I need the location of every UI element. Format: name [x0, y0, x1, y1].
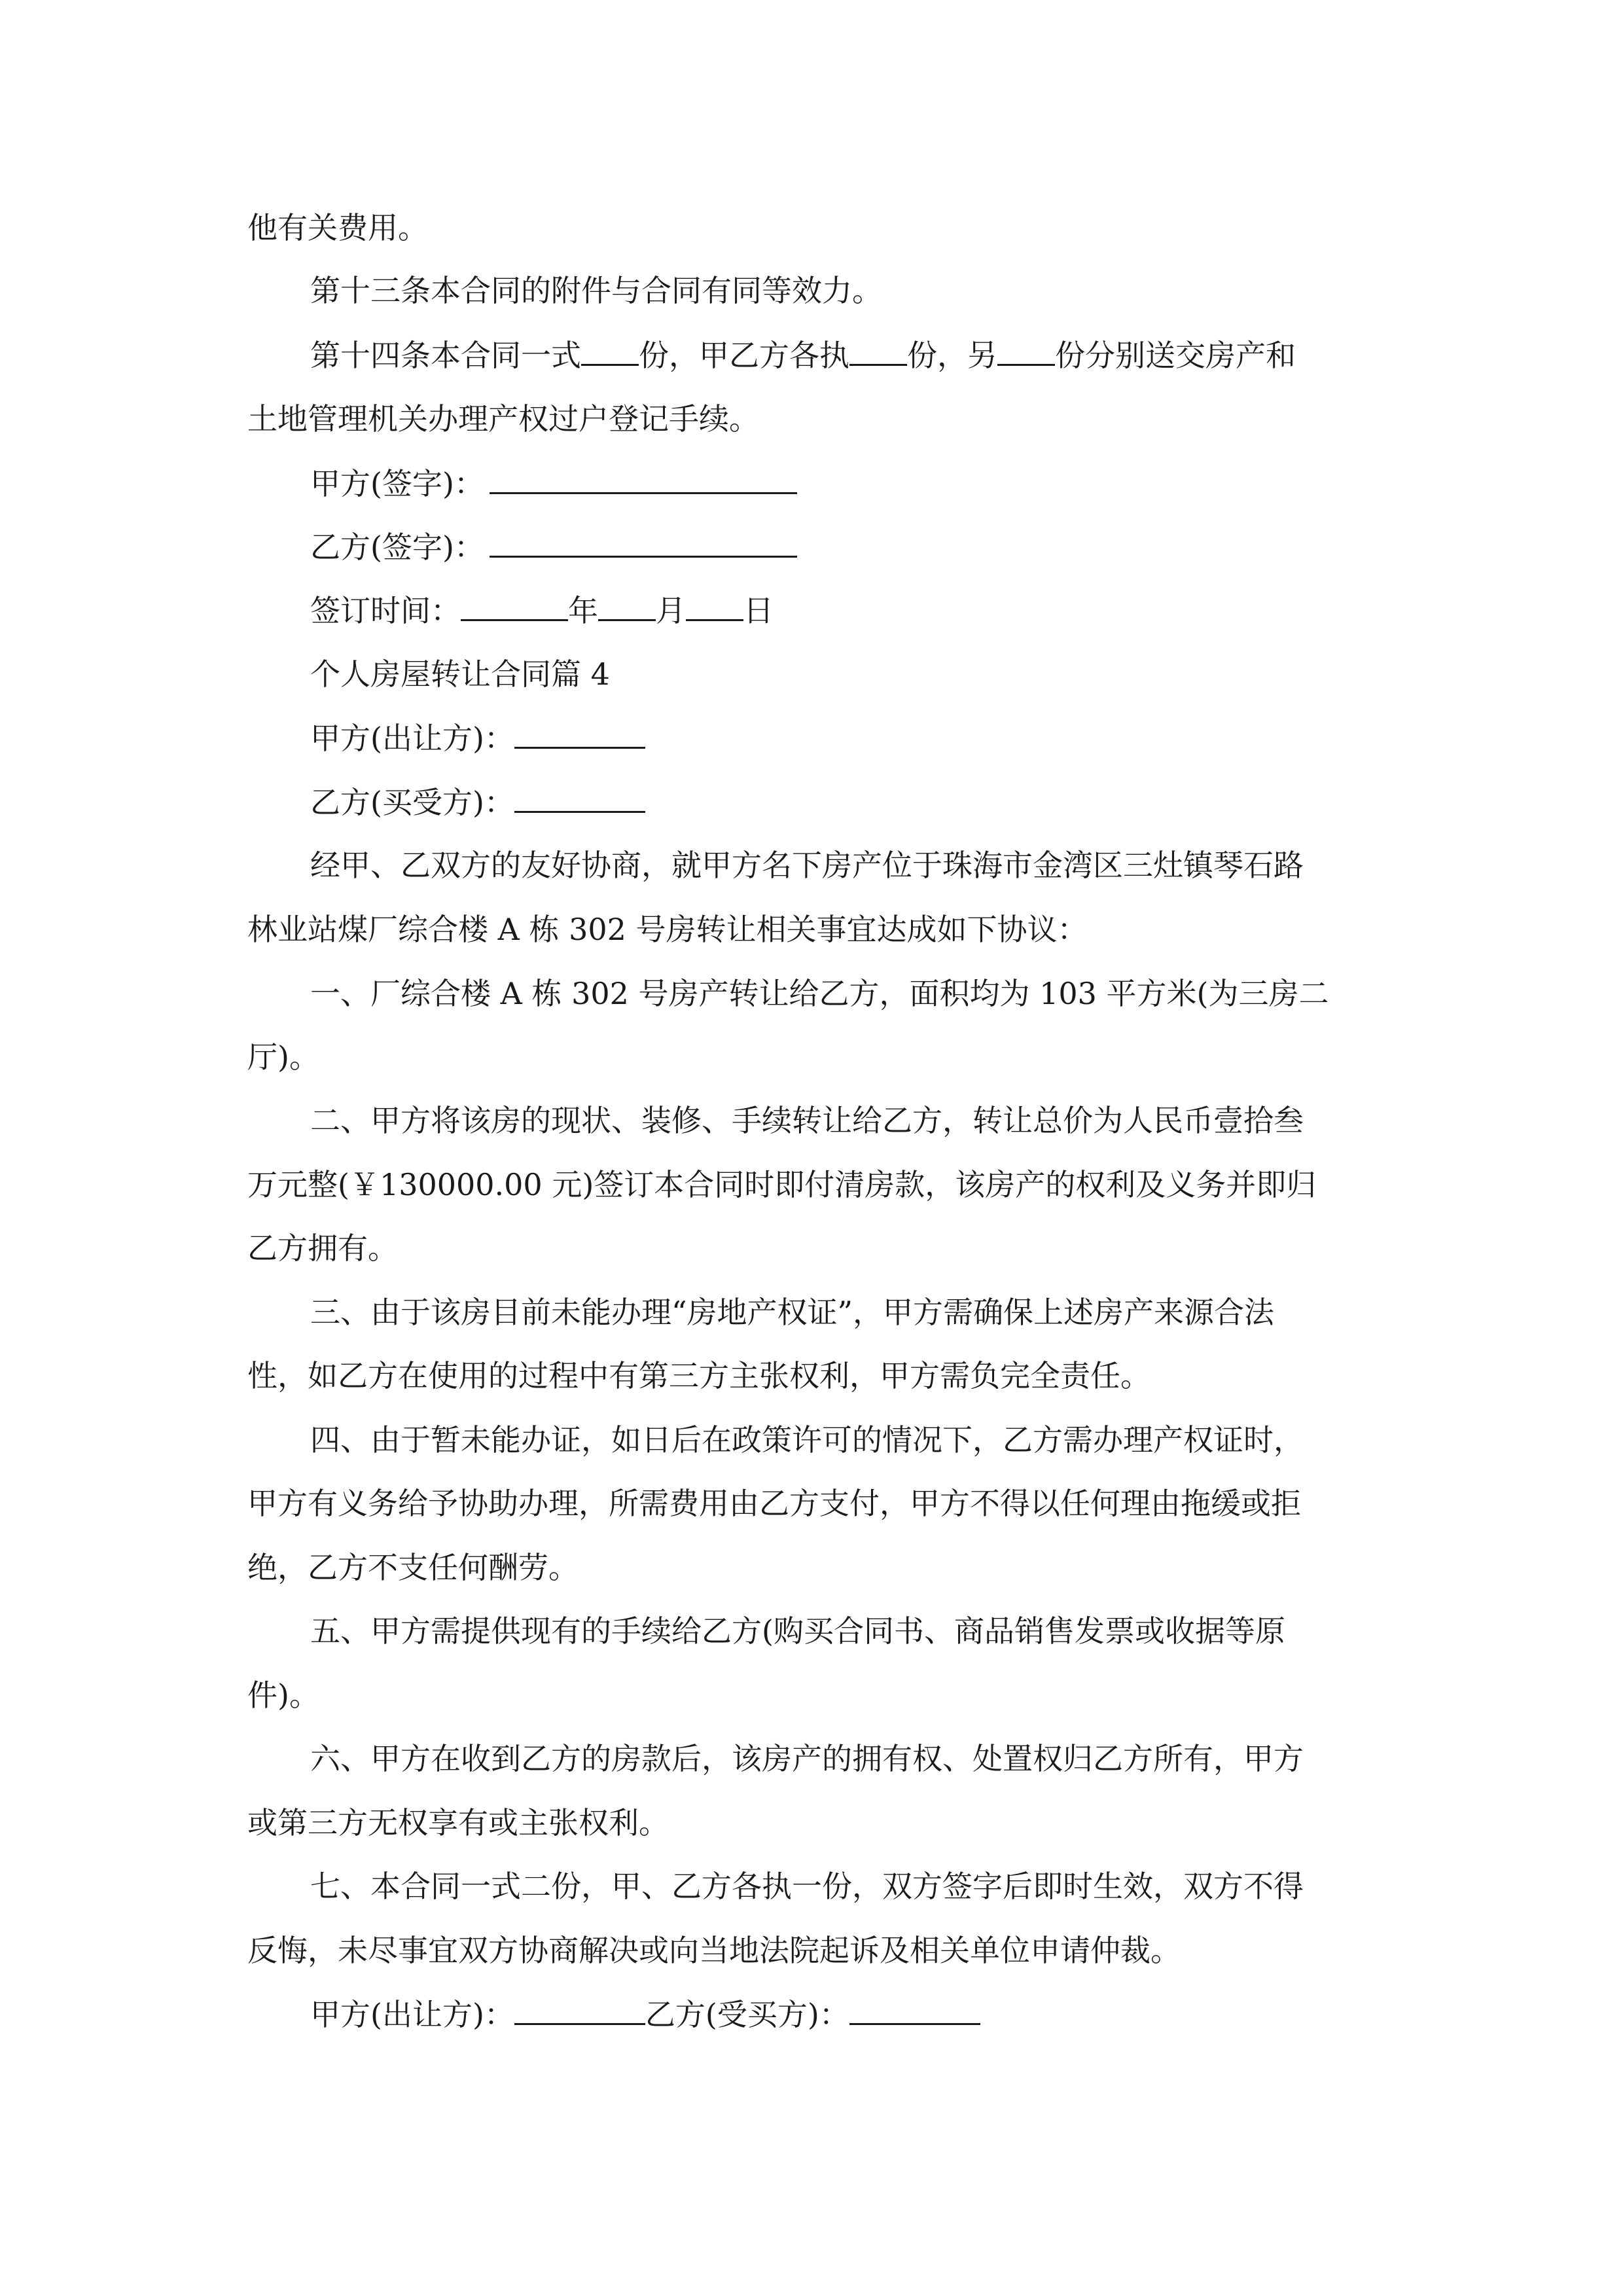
signing-date-row — [0, 590, 1623, 630]
text-line — [0, 1676, 1623, 1715]
line-text: 林业站煤厂综合楼 A 栋 302 号房转让相关事宜达成如下协议： — [247, 912, 1088, 947]
text-line — [0, 1356, 1623, 1395]
line-text: 五、甲方需提供现有的手续给乙方(购买合同书、商品销售发票或收据等原 — [310, 1613, 1285, 1649]
final-party-b-blank[interactable] — [849, 1994, 980, 2025]
line-text: 乙方拥有。 — [247, 1230, 398, 1266]
line-text: 甲方(出让方)： — [310, 721, 514, 756]
line-text: 甲方有义务给予协助办理，所需费用由乙方支付，甲方不得以任何理由拖缓或拒 — [247, 1486, 1301, 1521]
party-b-name-blank[interactable] — [514, 782, 645, 813]
clause-3 — [0, 1293, 1623, 1332]
line-text: 他有关费用。 — [247, 210, 428, 245]
line-text: 土地管理机关办理产权过户登记手续。 — [247, 401, 759, 437]
copies-total-blank[interactable] — [581, 335, 639, 366]
line-text: 三、由于该房目前未能办理“房地产权证”，甲方需确保上述房产来源合法 — [310, 1295, 1275, 1330]
text-line — [0, 1548, 1623, 1587]
clause-1 — [0, 974, 1623, 1013]
line-text: 六、甲方在收到乙方的房款后，该房产的拥有权、处置权归乙方所有，甲方 — [310, 1741, 1304, 1776]
text-line — [0, 1037, 1623, 1077]
text-line — [0, 910, 1623, 949]
line-text: 甲方(签字)： — [310, 466, 484, 501]
date-day-blank[interactable] — [686, 590, 743, 621]
final-signature-row — [0, 1994, 1623, 2034]
clause-5 — [0, 1611, 1623, 1651]
text-line — [0, 1803, 1623, 1842]
copies-other-blank[interactable] — [997, 335, 1055, 366]
line-text: 乙方(买受方)： — [310, 785, 514, 820]
line-text: 二、甲方将该房的现状、装修、手续转让给乙方，转让总价为人民币壹拾叁 — [310, 1103, 1304, 1138]
final-party-a-blank[interactable] — [514, 1994, 645, 2025]
line-text: 份分别送交房产和 — [1055, 338, 1296, 373]
line-text: 第十三条本合同的附件与合同有同等效力。 — [310, 273, 882, 308]
party-b-signature-row — [0, 527, 1623, 567]
text-line — [0, 1229, 1623, 1268]
text-line — [0, 208, 1623, 247]
line-text: 性，如乙方在使用的过程中有第三方主张权利，甲方需负完全责任。 — [247, 1358, 1150, 1393]
article-13 — [0, 271, 1623, 310]
line-text: 份，甲乙方各执 — [639, 338, 849, 373]
party-a-signature-blank[interactable] — [490, 463, 797, 494]
line-text: 乙方(签字)： — [310, 529, 484, 565]
section-title — [0, 655, 1623, 694]
line-text: 月 — [656, 593, 686, 628]
line-text: 份，另 — [907, 338, 997, 373]
line-text: 或第三方无权享有或主张权利。 — [247, 1805, 669, 1840]
line-text: 厅)。 — [247, 1039, 319, 1075]
text-line — [0, 1931, 1623, 1970]
copies-each-blank[interactable] — [849, 335, 907, 366]
line-text: 甲方(出让方)： — [310, 1997, 514, 2032]
line-text: 七、本合同一式二份，甲、乙方各执一份，双方签字后即时生效，双方不得 — [310, 1869, 1304, 1904]
text-line — [0, 1165, 1623, 1204]
text-line — [0, 1484, 1623, 1523]
clause-6 — [0, 1739, 1623, 1778]
line-text: 日 — [743, 593, 774, 628]
party-b-row — [0, 782, 1623, 822]
line-text: 四、由于暂未能办证，如日后在政策许可的情况下，乙方需办理产权证时， — [310, 1422, 1304, 1458]
party-b-signature-blank[interactable] — [490, 527, 797, 558]
text-line — [0, 399, 1623, 439]
line-text: 年 — [568, 593, 598, 628]
clause-7 — [0, 1867, 1623, 1906]
party-a-name-blank[interactable] — [514, 718, 645, 749]
clause-4 — [0, 1420, 1623, 1460]
date-month-blank[interactable] — [598, 590, 656, 621]
party-a-signature-row — [0, 463, 1623, 503]
line-text: 签订时间： — [310, 593, 461, 628]
party-a-row — [0, 718, 1623, 758]
date-year-blank[interactable] — [461, 590, 568, 621]
line-text: 万元整(￥130000.00 元)签订本合同时即付清房款，该房产的权利及义务并即归 — [247, 1167, 1317, 1202]
line-text: 第十四条本合同一式 — [310, 338, 581, 373]
line-text: 反悔，未尽事宜双方协商解决或向当地法院起诉及相关单位申请仲裁。 — [247, 1933, 1181, 1968]
article-14 — [0, 335, 1623, 375]
line-text: 一、厂综合楼 A 栋 302 号房产转让给乙方，面积均为 103 平方米(为三房二 — [310, 976, 1329, 1011]
line-text: 乙方(受买方)： — [645, 1997, 849, 2032]
line-text: 绝，乙方不支任何酬劳。 — [247, 1550, 579, 1585]
clause-2 — [0, 1101, 1623, 1140]
text-line — [0, 846, 1623, 885]
line-text: 经甲、乙双方的友好协商，就甲方名下房产位于珠海市金湾区三灶镇琴石路 — [310, 848, 1304, 883]
line-text: 个人房屋转让合同篇 4 — [310, 656, 610, 692]
line-text: 件)。 — [247, 1677, 319, 1713]
